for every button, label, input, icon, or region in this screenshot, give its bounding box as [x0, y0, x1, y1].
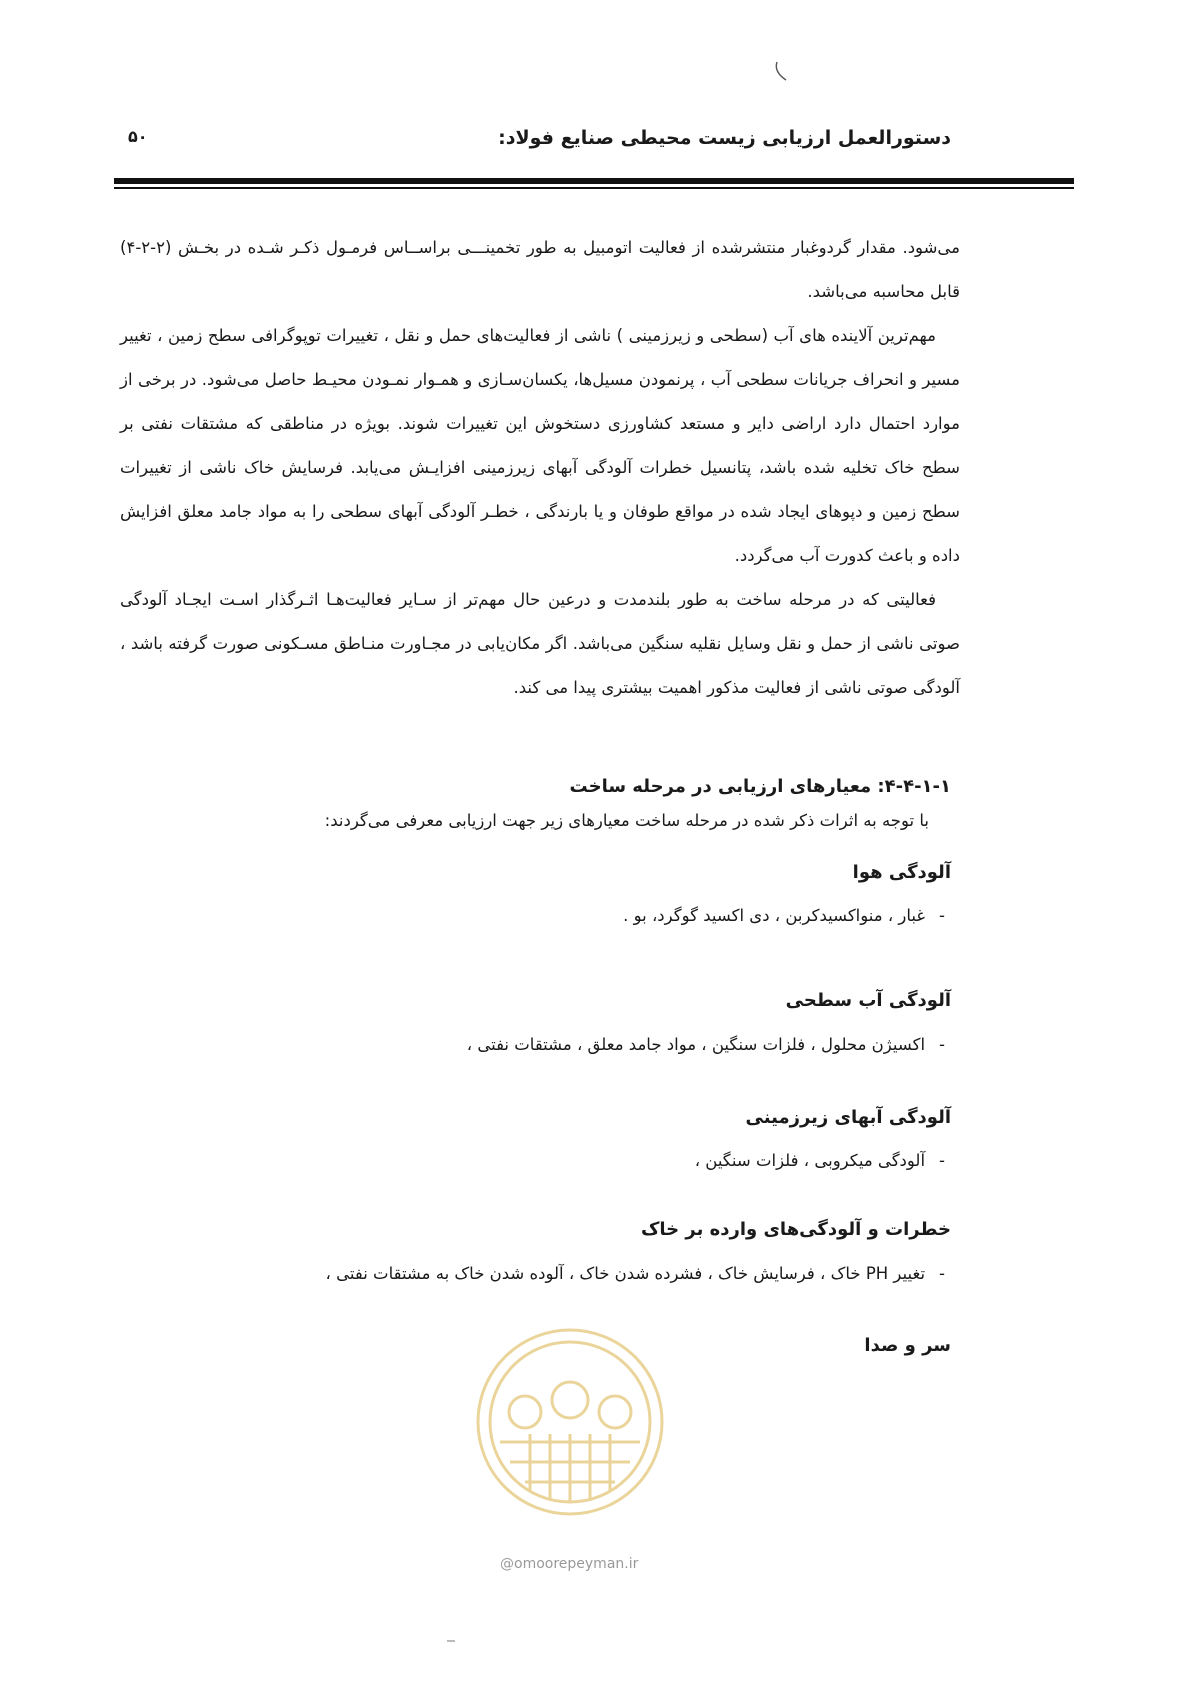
bullet-text: آلودگی میکروبی ، فلزات سنگین ،: [694, 1151, 926, 1170]
watermark-seal-icon: [470, 1322, 670, 1522]
bullet-air: [623, 906, 945, 925]
scan-speck: [447, 1640, 455, 1642]
bullet-text: غبار ، منواکسیدکربن ، دی اکسید گوگرد، بو .: [623, 906, 926, 925]
bullet-dash: -: [939, 1264, 945, 1283]
bullet-dash: -: [939, 1035, 945, 1054]
section-heading: ۴-۴-۱-۱: معیارهای ارزیابی در مرحله ساخت: [569, 776, 951, 797]
bullet-dash: -: [939, 1151, 945, 1170]
paragraph-2: مهم‌ترین آلاینده های آب (سطحی و زیرزمینی ) ناشی از فعالیت‌های حمل و نقل ، تغییرات توپوگرافی سطح زمین ، تغییر مسیر و انحراف جریانات سطحی آب ، پرنمودن مسیل‌ها، یکسان‌سـازی و همـوار نمـودن محیـط حاصل می‌شود. در برخی از موارد احتمال دارد اراضی دایر و مستعد کشاورزی دستخوش این تغییرات شوند. بویژه در مناطقی که مشتقات نفتی بر سطح خاک تخلیه شده باشد، پتانسیل خطرات آلودگی آبهای زیرزمینی افزایـش می‌یابد. فرسایش خاک ناشی از تغییرات سطح زمین و دپوهای ایجاد شده در مواقع طوفان و یا بارندگی ، خطـر آلودگی آبهای سطحی را به مواد جامد معلق افزایش داده و باعث کدورت آب می‌گردد.: [120, 326, 960, 565]
subsection-title-noise: سر و صدا: [864, 1335, 951, 1356]
watermark-url: @omoorepeyman.ir: [500, 1556, 639, 1572]
subsection-title-air: آلودگی هوا: [852, 862, 951, 883]
running-header-title: دستورالعمل ارزیابی زیست محیطی صنایع فولاد:: [498, 127, 951, 149]
header-rule-thin: [114, 187, 1074, 189]
header-rule-thick: [114, 178, 1074, 184]
page-number: ۵۰: [128, 127, 148, 146]
bullet-dash: -: [939, 906, 945, 925]
bullet-soil: [326, 1264, 945, 1283]
subsection-title-surface-water: آلودگی آب سطحی: [785, 990, 951, 1011]
body-text: [120, 226, 960, 710]
subsection-title-soil: خطرات و آلودگی‌های وارده بر خاک: [640, 1219, 951, 1240]
paragraph-1: می‌شود. مقدار گردوغبار منتشرشده از فعالیت اتومبیل به طور تخمینـــی براســاس فرمـول ذکـر شـده در بخـش (۲-۲-۴) قابل محاسبه می‌باشد.: [120, 238, 960, 301]
bullet-text: اکسیژن محلول ، فلزات سنگین ، مواد جامد معلق ، مشتقات نفتی ،: [466, 1035, 926, 1054]
pen-mark-icon: [774, 60, 788, 84]
section-intro: با توجه به اثرات ذکر شده در مرحله ساخت معیارهای زیر جهت ارزیابی معرفی می‌گردند:: [324, 811, 929, 830]
bullet-text: تغییر PH خاک ، فرسایش خاک ، فشرده شدن خاک ، آلوده شدن خاک به مشتقات نفتی ،: [325, 1264, 926, 1283]
paragraph-3: فعالیتی که در مرحله ساخت به طور بلندمدت و درعین حال مهم‌تر از سـایر فعالیت‌هـا اثـرگذار اسـت ایجـاد آلودگی صوتی ناشی از حمل و نقل وسایل نقلیه سنگین می‌باشد. اگر مکان‌یابی در مجـاورت منـاطق مسـکونی صورت گرفته باشد ، آلودگی صوتی ناشی از فعالیت مذکور اهمیت بیشتری پیدا می کند.: [120, 590, 960, 697]
bullet-surface-water: [467, 1035, 945, 1054]
bullet-groundwater: [695, 1151, 945, 1170]
subsection-title-groundwater: آلودگی آبهای زیرزمینی: [745, 1107, 951, 1128]
